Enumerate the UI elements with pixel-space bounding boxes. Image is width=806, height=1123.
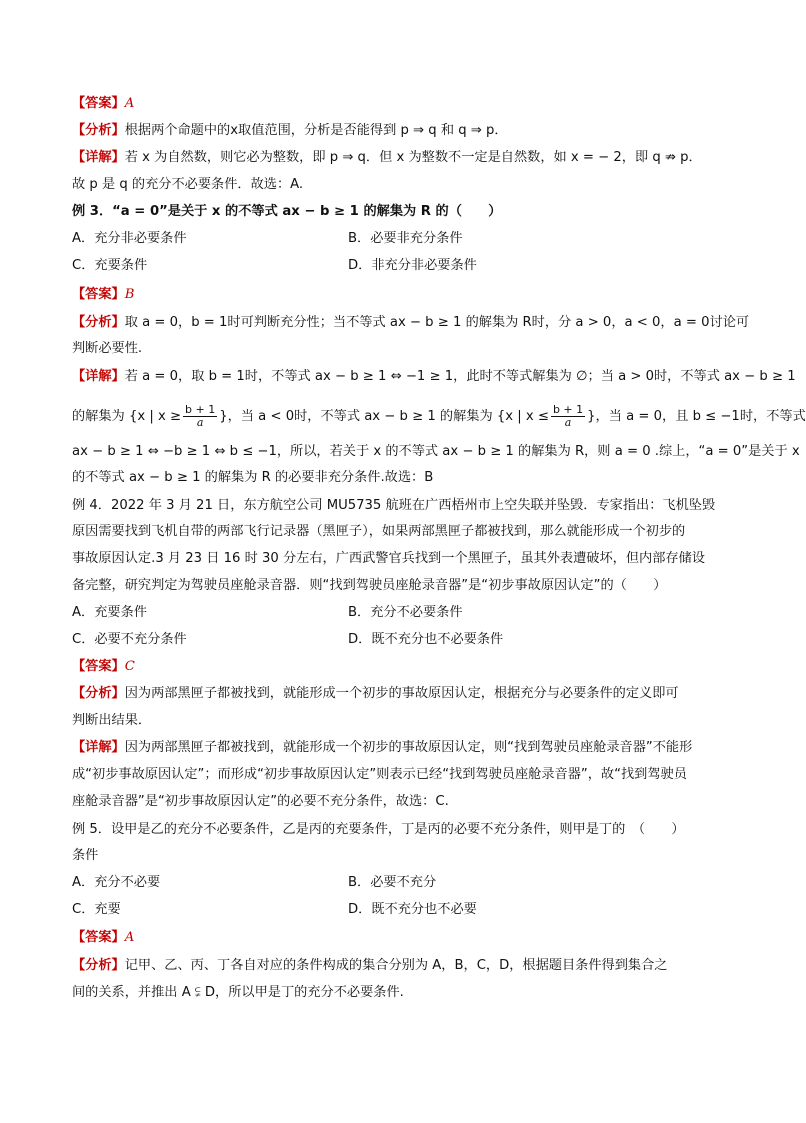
q4-answer: C bbox=[124, 659, 135, 674]
q3-analysis-line-2: 判断必要性. bbox=[72, 341, 143, 356]
q3-answer-line: 【答案】B bbox=[72, 287, 135, 302]
q4-answer-line: 【答案】C bbox=[72, 659, 135, 674]
q4-stem-line-2: 原因需要找到飞机自带的两部飞行记录器（黑匣子），如果两部黑匣子都被找到，那么就能形成一个初步的 bbox=[72, 524, 686, 539]
q3-detail-line-2: 的解集为 {x | x ≥ $\frac{b + 1}{a}$ }，当 a < 0时，不等式 ax − b ≥ 1 的解集为 {x | x ≤ $\frac{b + 1}{a}$ }，当 a = 0，且 b ≤ −1时，不等式 bbox=[72, 402, 806, 429]
q2-analysis-line: 【分析】根据两个命题中的x取值范围，分析是否能得到 p ⇒ q 和 q ⇒ p． bbox=[72, 123, 508, 138]
q4-detail-line-3: 座舱录音器”是“初步事故原因认定”的必要不充分条件，故选：C. bbox=[72, 794, 449, 809]
q4-stem-line-3: 事故原因认定.3 月 23 日 16 时 30 分左右，广西武警官兵找到一个黑匣子，虽其外表遭破坏，但内部存储设 bbox=[72, 551, 705, 566]
q5-analysis-line-2: 间的关系，并推出 A ⫋ D，所以甲是丁的充分不必要条件. bbox=[72, 985, 404, 1000]
q2-answer-line: 【答案】A bbox=[72, 96, 135, 111]
q5-analysis-line-1: 【分析】记甲、乙、丙、丁各自对应的条件构成的集合分别为 A，B，C，D，根据题目条件得到集合之 bbox=[72, 958, 668, 973]
q2-detail-line-2 bbox=[72, 175, 727, 195]
q3-option-b: B．必要非充分条件 bbox=[348, 231, 463, 246]
q3-detail-line-3: ax − b ≥ 1 ⇔ −b ≥ 1 ⇔ b ≤ −1，所以，若关于 x 的不等式 ax − b ≥ 1 的解集为 R，则 a = 0 .综上，“a = 0”是关于 x bbox=[72, 444, 800, 459]
q4-stem-line-1: 例 4．2022 年 3 月 21 日，东方航空公司 MU5735 航班在广西梧州市上空失联并坠毁．专家指出：飞机坠毁 bbox=[72, 498, 716, 513]
q3-stem: 例 3．“a = 0”是关于 x 的不等式 ax − b ≥ 1 的解集为 R 的（ ） bbox=[72, 204, 502, 219]
q2-analysis: 根据两个命题中的x取值范围，分析是否能得到 p ⇒ q 和 q ⇒ p． bbox=[124, 123, 508, 138]
q3-option-a: A．充分非必要条件 bbox=[72, 231, 187, 246]
q2-detail-1: 若 x 为自然数，则它必为整数，即 p ⇒ q．但 x 为整数不一定是自然数，如 x = − 2，即 q ⇏ p． bbox=[124, 150, 702, 165]
q3-analysis-line-1: 【分析】取 a = 0，b = 1时可判断充分性；当不等式 ax − b ≥ 1 的解集为 R时，分 a > 0，a < 0，a = 0讨论可 bbox=[72, 315, 750, 330]
q4-stem-line-4: 备完整，研究判定为驾驶员座舱录音器．则“找到驾驶员座舱录音器”是“初步事故原因认定”的（ ） bbox=[72, 578, 667, 593]
q4-detail-line-2: 成“初步事故原因认定”；而形成“初步事故原因认定”则表示已经“找到驾驶员座舱录音器”，故“找到驾驶员 bbox=[72, 767, 687, 782]
q4-detail-line-1: 【详解】因为两部黑匣子都被找到，就能形成一个初步的事故原因认定，则“找到驾驶员座舱录音器”不能形 bbox=[72, 740, 693, 755]
q4-analysis-line-1: 【分析】因为两部黑匣子都被找到，就能形成一个初步的事故原因认定，根据充分与必要条件的定义即可 bbox=[72, 686, 679, 701]
q5-option-d: D．既不充分也不必要 bbox=[348, 902, 477, 917]
q5-answer: A bbox=[124, 930, 135, 945]
q3-option-d: D．非充分非必要条件 bbox=[348, 258, 477, 273]
q3-detail-line-1: 【详解】若 a = 0，取 b = 1时，不等式 ax − b ≥ 1 ⇔ −1 ≥ 1，此时不等式解集为 ∅；当 a > 0时，不等式 ax − b ≥ 1 bbox=[72, 369, 796, 384]
q5-answer-line: 【答案】A bbox=[72, 930, 135, 945]
q3-option-c: C．充要条件 bbox=[72, 258, 148, 273]
q5-stem-line-2: 条件 bbox=[72, 848, 99, 863]
fraction: $\frac{b + 1}{a}$ bbox=[185, 402, 216, 429]
q5-option-b: B．必要不充分 bbox=[348, 875, 437, 890]
q4-option-b: B．充分不必要条件 bbox=[348, 605, 463, 620]
q5-option-c: C．充要 bbox=[72, 902, 121, 917]
q4-option-c: C．必要不充分条件 bbox=[72, 632, 187, 647]
q5-option-a: A．充分不必要 bbox=[72, 875, 161, 890]
q4-option-d: D．既不充分也不必要条件 bbox=[348, 632, 504, 647]
q4-analysis-line-2: 判断出结果． bbox=[72, 713, 152, 728]
fraction: $\frac{b + 1}{a}$ bbox=[552, 402, 584, 429]
q3-detail-line-4: 的不等式 ax − b ≥ 1 的解集为 R 的必要非充分条件.故选：B bbox=[72, 470, 434, 485]
q5-stem-line-1: 例 5．设甲是乙的充分不必要条件，乙是丙的充要条件，丁是丙的必要不充分条件，则甲是丁的 （ ） bbox=[72, 822, 685, 837]
q2-answer: A bbox=[124, 96, 135, 111]
q4-option-a: A．充要条件 bbox=[72, 605, 147, 620]
q3-answer: B bbox=[124, 287, 135, 302]
q2-detail-line-1: 【详解】若 x 为自然数，则它必为整数，即 p ⇒ q．但 x 为整数不一定是自然数，如 x = − 2，即 q ⇏ p． bbox=[72, 150, 702, 165]
q2-detail-2: 故 p 是 q 的充分不必要条件．故选：A. bbox=[72, 177, 304, 192]
